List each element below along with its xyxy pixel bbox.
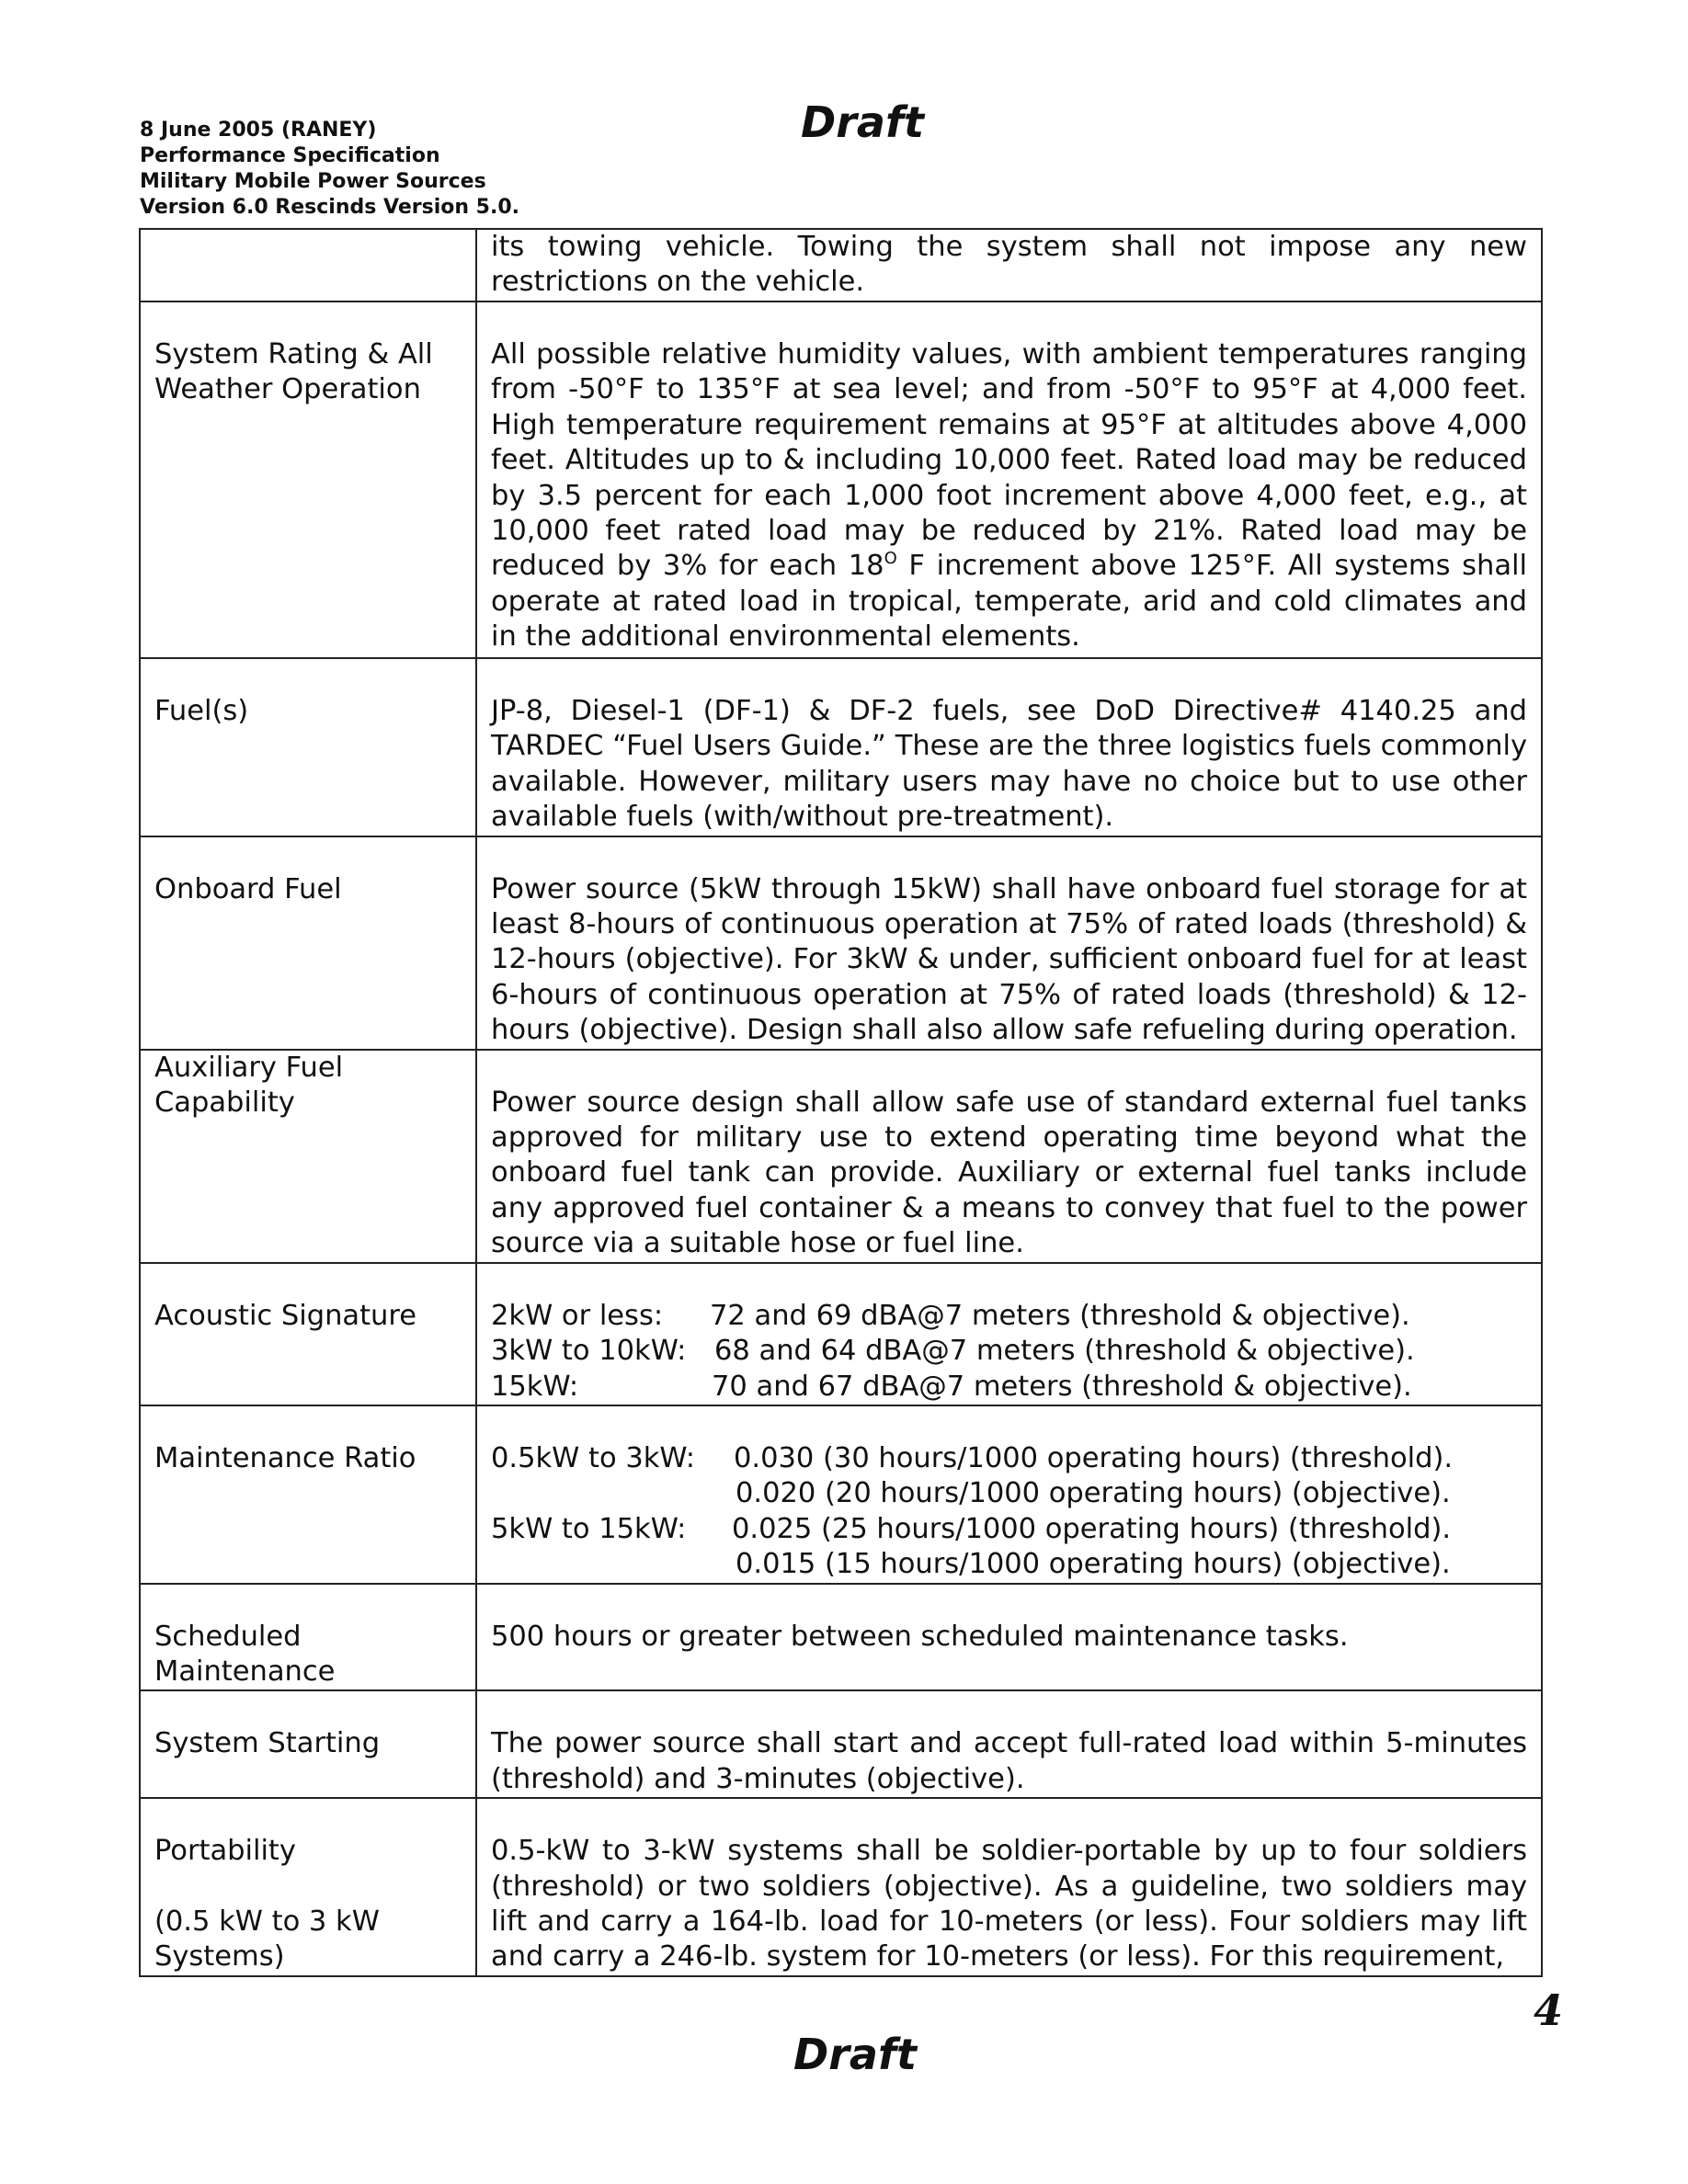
maintenance-line: 5kW to 15kW: 0.025 (25 hours/1000 operating hours) (threshold).	[491, 1512, 1452, 1545]
row-label	[140, 229, 476, 301]
page-number: 4	[1533, 1985, 1563, 2035]
row-label: Fuel(s)	[140, 658, 476, 836]
row-requirement: 0.5-kW to 3-kW systems shall be soldier-portable by up to four soldiers (threshold) or two soldiers (objective). As a guideline, two soldiers may lift and carry a 164-lb. load for 10-meters (or less). Four soldiers may lift and carry a 246-lb. system for 10-meters (or less). For this requirement,	[476, 1798, 1542, 1976]
row-requirement	[476, 1405, 1542, 1584]
requirement-text-part1: All possible relative humidity values, with ambient temperatures ranging from -50°F to 135°F at sea level; and from -50°F to 95°F at 4,000 feet. High temperature requirement remains at 95°F at altitudes above 4,000 feet. Altitudes up to & including 10,000 feet. Rated load may be reduced by 3.5 percent for each 1,000 foot increment above 4,000 feet, e.g., at 10,000 feet rated load may be reduced by 21%. Rated load may be reduced by 3% for each 18	[491, 338, 1527, 583]
table-row-onboard-fuel	[140, 836, 1542, 1050]
row-label: Onboard Fuel	[140, 836, 476, 1050]
row-label: Auxiliary Fuel Capability	[140, 1050, 476, 1263]
header-date: 8 June 2005 (RANEY)	[140, 119, 377, 142]
row-requirement: 500 hours or greater between scheduled maintenance tasks.	[476, 1584, 1542, 1691]
maintenance-line: 0.015 (15 hours/1000 operating hours) (objective).	[736, 1548, 1451, 1581]
draft-watermark-top: Draft	[801, 97, 924, 147]
requirement-text-part2: F increment above 125°F. All systems shall operate at rated load in tropical, temperate, arid and cold climates and in the additional environmental elements.	[491, 550, 1527, 654]
acoustic-line: 2kW or less: 72 and 69 dBA@7 meters (threshold & objective).	[491, 1299, 1410, 1332]
row-requirement	[476, 1263, 1542, 1405]
table-row-system-rating	[140, 301, 1542, 658]
row-requirement: Power source (5kW through 15kW) shall have onboard fuel storage for at least 8-hours of continuous operation at 75% of rated loads (threshold) & 12-hours (objective). For 3kW & under, sufficient onboard fuel for at least 6-hours of continuous operation at 75% of rated loads (threshold) & 12-hours (objective). Design shall also allow safe refueling during operation.	[476, 836, 1542, 1050]
table-row-auxiliary-fuel	[140, 1050, 1542, 1263]
row-label: Scheduled Maintenance	[140, 1584, 476, 1691]
row-label: System Starting	[140, 1690, 476, 1798]
row-requirement	[476, 301, 1542, 658]
row-label: Maintenance Ratio	[140, 1405, 476, 1584]
table-row-towing	[140, 229, 1542, 301]
row-label	[140, 1798, 476, 1976]
row-label: Acoustic Signature	[140, 1263, 476, 1405]
draft-watermark-bottom: Draft	[793, 2030, 917, 2079]
row-requirement: JP-8, Diesel-1 (DF-1) & DF-2 fuels, see DoD Directive# 4140.25 and TARDEC “Fuel Users Guide.” These are the three logistics fuels commonly available. However, military users may have no choice but to use other available fuels (with/without pre-treatment).	[476, 658, 1542, 836]
portability-label: Portability	[154, 1835, 296, 1868]
table-row-fuels	[140, 658, 1542, 836]
header-spec-title: Performance Specification	[140, 144, 440, 167]
table-row-portability	[140, 1798, 1542, 1976]
table-row-acoustic-signature	[140, 1263, 1542, 1405]
header-version: Version 6.0 Rescinds Version 5.0.	[140, 196, 519, 219]
acoustic-line: 15kW: 70 and 67 dBA@7 meters (threshold & objective).	[491, 1370, 1412, 1403]
table-row-maintenance-ratio	[140, 1405, 1542, 1584]
row-label: System Rating & All Weather Operation	[140, 301, 476, 658]
row-requirement: its towing vehicle. Towing the system shall not impose any new restrictions on the vehicle.	[476, 229, 1542, 301]
maintenance-line: 0.020 (20 hours/1000 operating hours) (objective).	[736, 1477, 1451, 1510]
header-spec-subject: Military Mobile Power Sources	[140, 170, 486, 193]
requirements-table	[139, 228, 1543, 1977]
acoustic-line: 3kW to 10kW: 68 and 64 dBA@7 meters (threshold & objective).	[491, 1335, 1415, 1368]
table-row-system-starting	[140, 1690, 1542, 1798]
maintenance-line: 0.5kW to 3kW: 0.030 (30 hours/1000 operating hours) (threshold).	[491, 1441, 1454, 1474]
degree-superscript: O	[884, 549, 897, 569]
row-requirement: Power source design shall allow safe use of standard external fuel tanks approved for military use to extend operating time beyond what the onboard fuel tank can provide. Auxiliary or external fuel tanks include any approved fuel container & a means to convey that fuel to the power source via a suitable hose or fuel line.	[476, 1050, 1542, 1263]
portability-sublabel: (0.5 kW to 3 kW Systems)	[154, 1905, 380, 1973]
table-row-scheduled-maintenance	[140, 1584, 1542, 1691]
row-requirement: The power source shall start and accept full-rated load within 5-minutes (threshold) and 3-minutes (objective).	[476, 1690, 1542, 1798]
